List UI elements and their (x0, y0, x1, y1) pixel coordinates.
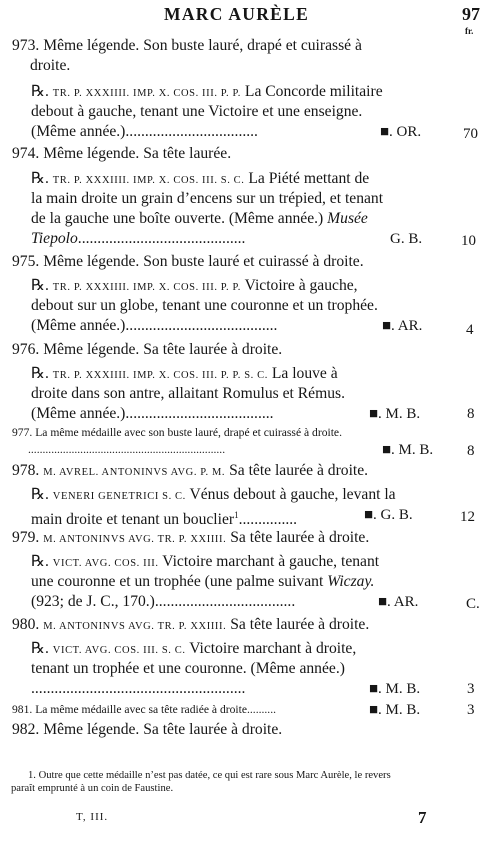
reverse-inscription: TR. P. XXXIIII. IMP. X. COS. III. P. P. (52, 282, 242, 293)
reverse-description: Victoire marchant à droite, (189, 640, 357, 657)
obverse-legend: La même médaille avec son buste lauré, drapé et cuirassé à droite. (35, 426, 342, 439)
obverse-legend: Sa tête laurée à droite. (229, 462, 369, 479)
reverse-inscription: VICT. AVG. COS. III. S. C. (52, 645, 186, 656)
entry-number: 977. (12, 426, 33, 439)
entry-981 (12, 700, 276, 720)
reverse-inscription: VENERI GENETRICI S. C. (52, 491, 186, 502)
obverse-inscription: M. ANTONINVS AVG. TR. P. XXIIII. (43, 534, 227, 545)
reverse-979-line2 (31, 572, 374, 592)
leader-dots: .................................... (154, 593, 296, 610)
entry-number: 975. (12, 253, 40, 270)
price: 70 (463, 126, 478, 142)
entry-974 (12, 144, 231, 164)
reverse-description: La Concorde militaire (244, 83, 383, 100)
reverse-mark: ℞. (31, 640, 49, 657)
entry-number: 981. (12, 703, 33, 716)
price: C. (466, 596, 480, 612)
entry-977-dots: .................................................................... (28, 443, 226, 456)
rarity-metal: ■. M. B. (382, 442, 434, 458)
price: 3 (467, 681, 475, 697)
price: 8 (467, 443, 475, 459)
date-note: (923; de J. C., 170.) (31, 593, 155, 610)
obverse-legend: Même légende. Son buste lauré et cuirassé à droite. (43, 253, 364, 270)
reverse-974-line2: la main droite un grain d’encens sur un trépied, et tenant (31, 190, 384, 207)
price-unit-label: fr. (465, 26, 474, 36)
entry-973-cont: droite. (30, 57, 71, 74)
footnote-cont: paraît emprunté à un coin de Faustine. (11, 783, 174, 794)
price: 12 (460, 509, 475, 525)
reverse-980-line3: ....................................................... (31, 680, 246, 697)
entry-976 (12, 340, 282, 360)
reverse-description: Victoire à gauche, (244, 277, 358, 294)
leader-dots: ....................................... (125, 317, 278, 334)
date-note: (Même année.) (31, 405, 126, 422)
obverse-legend: Même légende. Son buste lauré, drapé et cuirassé à (43, 37, 362, 54)
obverse-legend: Même légende. Sa tête laurée à droite. (43, 721, 283, 738)
reverse-975-line2: debout sur un globe, tenant une couronne et un trophée. (31, 297, 378, 314)
entry-number: 980. (12, 616, 40, 633)
obverse-legend: Sa tête laurée à droite. (230, 616, 370, 633)
reverse-mark: ℞. (31, 365, 49, 382)
date-note: (Même année.) (31, 317, 126, 334)
page-title: MARC AURÈLE (164, 4, 310, 24)
obverse-legend: Même légende. Sa tête laurée. (43, 145, 232, 162)
entry-973 (12, 36, 362, 56)
footnote-ref: 1 (234, 510, 239, 520)
obverse-inscription: M. ANTONINVS AVG. TR. P. XXIIII. (43, 621, 227, 632)
leader-dots: .................................. (125, 123, 258, 140)
reverse-description: La Piété mettant de (248, 170, 370, 187)
collection-name: Tiepolo (31, 230, 78, 247)
volume-signature: T, III. (76, 811, 109, 823)
entry-975 (12, 252, 364, 272)
reverse-description: main droite et tenant un bouclier (31, 511, 235, 528)
reverse-979-line3 (31, 592, 295, 612)
collection-name: Musée (327, 210, 368, 227)
rarity-metal: ■. M. B. (369, 702, 421, 718)
sheet-signature: 7 (418, 808, 427, 827)
reverse-mark: ℞. (31, 553, 49, 570)
reverse-976-line3 (31, 404, 274, 424)
price: 3 (467, 702, 475, 718)
obverse-legend: Même légende. Sa tête laurée à droite. (43, 341, 283, 358)
reverse-inscription: TR. P. XXXIIII. IMP. X. COS. III. P. P. (52, 88, 242, 99)
reverse-974-line3 (31, 209, 368, 229)
entry-982 (12, 720, 282, 740)
footnote (28, 769, 391, 782)
reverse-inscription: TR. P. XXXIIII. IMP. X. COS. III. P. P. S. C. (52, 370, 268, 381)
reverse-974-line4 (31, 229, 245, 249)
reverse-978 (31, 485, 396, 507)
reverse-976 (31, 364, 338, 386)
reverse-980-line2: tenant un trophée et une couronne. (Même année.) (31, 660, 345, 677)
entry-number: 976. (12, 341, 40, 358)
date-note: (Même année.) (31, 123, 126, 140)
obverse-inscription: M. AVREL. ANTONINVS AVG. P. M. (43, 467, 226, 478)
price: 8 (467, 406, 475, 422)
reverse-975 (31, 276, 358, 298)
reverse-975-line3 (31, 316, 277, 336)
reverse-974 (31, 169, 369, 191)
obverse-legend: Sa tête laurée à droite. (230, 529, 370, 546)
reverse-description: une couronne et un trophée (une palme suivant (31, 573, 324, 590)
rarity-metal: ■. AR. (382, 318, 423, 334)
leader-dots: ........................................... (77, 230, 246, 247)
price: 4 (466, 322, 474, 338)
obverse-legend: La même médaille avec sa tête radiée à droite. (35, 703, 250, 716)
reverse-description: Vénus debout à gauche, levant la (189, 486, 396, 503)
leader-dots: ......... (249, 703, 276, 716)
rarity-metal: G. B. (390, 231, 423, 247)
reverse-description: La louve à (271, 365, 338, 382)
entry-number: 979. (12, 529, 40, 546)
reverse-973-line2: debout à gauche, tenant une Victoire et une enseigne. (31, 103, 363, 120)
entry-number: 982. (12, 721, 40, 738)
entry-number: 978. (12, 462, 40, 479)
leader-dots: ...................................... (125, 405, 274, 422)
reverse-mark: ℞. (31, 486, 49, 503)
entry-number: 973. (12, 37, 40, 54)
reverse-mark: ℞. (31, 277, 49, 294)
reverse-inscription: TR. P. XXXIIII. IMP. X. COS. III. S. C. (52, 175, 245, 186)
rarity-metal: ■. M. B. (369, 406, 421, 422)
reverse-mark: ℞. (31, 83, 49, 100)
entry-980 (12, 615, 369, 637)
footnote-marker: 1. (28, 770, 36, 781)
reverse-description: Victoire marchant à gauche, tenant (162, 553, 380, 570)
reverse-973 (31, 82, 383, 104)
reverse-inscription: VICT. AVG. COS. III. (52, 558, 159, 569)
reverse-976-line2: droite dans son antre, allaitant Romulus et Rémus. (31, 385, 345, 402)
reverse-973-line3 (31, 122, 258, 142)
rarity-metal: ■. AR. (378, 594, 419, 610)
page-number: 97 (462, 4, 480, 24)
rarity-metal: ■. M. B. (369, 681, 421, 697)
entry-979 (12, 528, 369, 550)
price: 10 (461, 233, 476, 249)
entry-number: 974. (12, 145, 40, 162)
rarity-metal: ■. OR. (380, 124, 422, 140)
reverse-mark: ℞. (31, 170, 49, 187)
reverse-980 (31, 639, 356, 661)
date-note: de la gauche une boîte ouverte. (Même année.) (31, 210, 324, 227)
reverse-979 (31, 552, 379, 574)
rarity-metal: ■. G. B. (364, 507, 413, 523)
entry-978 (12, 461, 368, 483)
collection-name: Wiczay. (327, 573, 375, 590)
reverse-978-line2 (31, 505, 297, 530)
footnote-text: Outre que cette médaille n’est pas datée, ce qui est rare sous Marc Aurèle, le revers (38, 770, 391, 781)
leader-dots: ............... (238, 511, 298, 528)
